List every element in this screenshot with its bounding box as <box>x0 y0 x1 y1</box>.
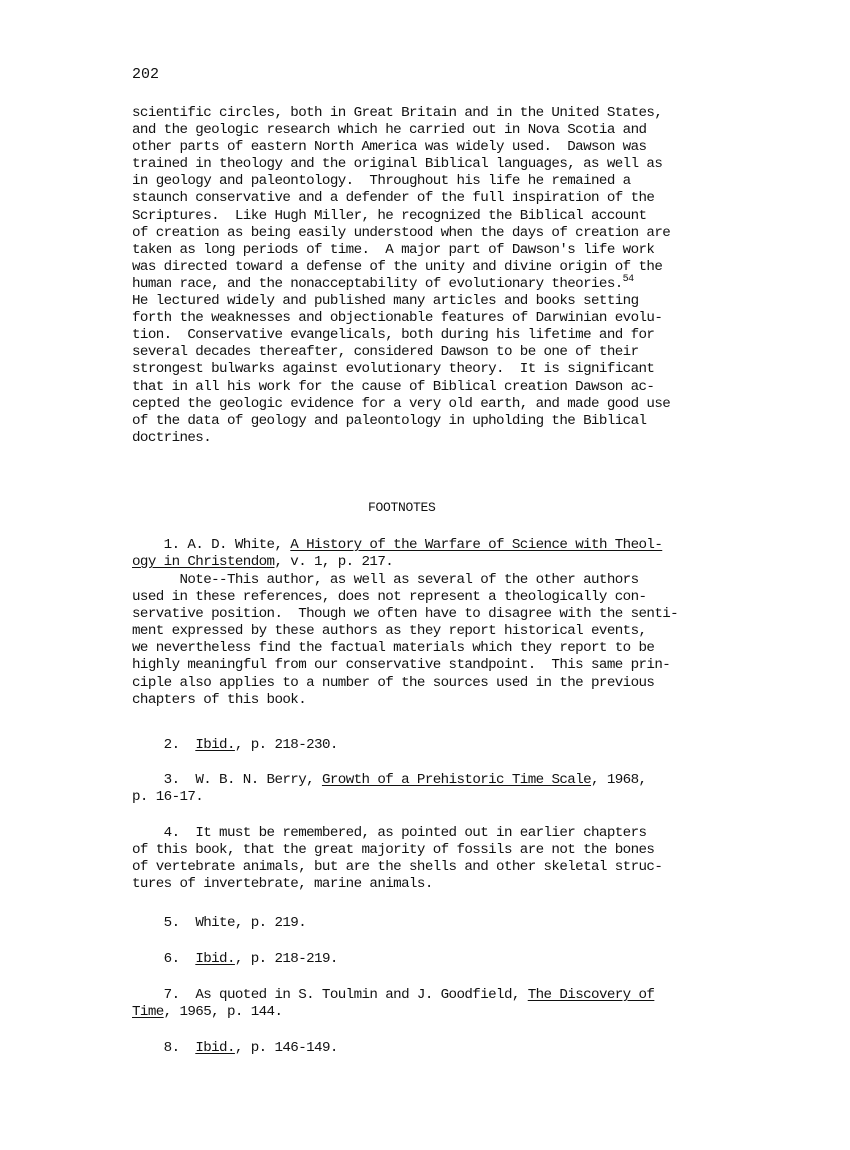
footnote-citation: p. 16-17. <box>132 789 204 806</box>
note-line: ment expressed by these authors as they report historical events, <box>132 623 647 640</box>
page-number: 202 <box>132 66 160 83</box>
body-line: strongest bulwarks against evolutionary theory. It is significant <box>132 361 655 378</box>
footnote-text: White, p. 219. <box>195 915 307 931</box>
body-line: taken as long periods of time. A major part of Dawson's life work <box>132 241 655 258</box>
body-line: human race, and the nonacceptability of evolutionary theories. <box>132 275 623 292</box>
body-line: several decades thereafter, considered Dawson to be one of their <box>132 344 639 361</box>
body-line: cepted the geologic evidence for a very old earth, and made good use <box>132 395 671 412</box>
body-line: He lectured widely and published many articles and books setting <box>132 293 639 310</box>
note-line: we nevertheless find the factual materials which they report to be <box>132 640 655 657</box>
note-line: ciple also applies to a number of the sources used in the previous <box>132 674 655 691</box>
ibid: Ibid. <box>195 1040 235 1056</box>
footnote-citation: , p. 218-219. <box>234 951 338 967</box>
body-line: other parts of eastern North America was widely used. Dawson was <box>132 139 647 156</box>
book-title: Time <box>132 1004 164 1021</box>
footnote-line: of vertebrate animals, but are the shells and other skeletal struc- <box>132 859 663 876</box>
footnote-year: , 1968, <box>591 772 647 788</box>
footnote-4 <box>132 825 712 893</box>
book-title: Growth of a Prehistoric Time Scale <box>321 772 592 788</box>
footnote-line: tures of invertebrate, marine animals. <box>132 876 433 893</box>
footnote-number: 1. <box>163 537 180 553</box>
footnote-number: 2. <box>163 737 180 753</box>
body-line: of the data of geology and paleontology in upholding the Biblical <box>132 412 647 429</box>
note-line: Note--This author, as well as several of the other authors <box>179 572 639 588</box>
book-title: ogy in Christendom <box>132 554 275 571</box>
body-line: Scriptures. Like Hugh Miller, he recognized the Biblical account <box>132 207 647 224</box>
note-line: servative position. Though we often have to disagree with the senti- <box>132 606 679 623</box>
footnote-author: A. D. White, <box>187 537 283 553</box>
footnote-6 <box>132 951 712 968</box>
note-line: chapters of this book. <box>132 691 307 708</box>
body-line: tion. Conservative evangelicals, both during his lifetime and for <box>132 327 655 344</box>
body-paragraph <box>132 105 712 447</box>
footnote-number: 3. <box>163 772 180 788</box>
note-line: highly meaningful from our conservative standpoint. This same prin- <box>132 657 671 674</box>
body-line: scientific circles, both in Great Britain and in the United States, <box>132 105 663 121</box>
footnote-number: 7. <box>163 987 180 1003</box>
footnote-citation: , p. 218-230. <box>234 737 338 753</box>
footnote-note <box>132 572 712 709</box>
footnote-8 <box>132 1040 712 1057</box>
body-line: of creation as being easily understood when the days of creation are <box>132 224 671 241</box>
footnote-1 <box>132 537 712 571</box>
body-line: that in all his work for the cause of Biblical creation Dawson ac- <box>132 378 655 395</box>
footnote-number: 8. <box>163 1040 180 1056</box>
ibid: Ibid. <box>195 951 235 967</box>
body-line: staunch conservative and a defender of the full inspiration of the <box>132 190 655 207</box>
footnote-citation: , v. 1, p. 217. <box>274 554 394 571</box>
footnote-line: It must be remembered, as pointed out in earlier chapters <box>195 825 647 841</box>
footnote-number: 5. <box>163 915 180 931</box>
book-title: The Discovery of <box>527 987 655 1003</box>
footnote-citation: , 1965, p. 144. <box>163 1004 283 1021</box>
footnote-number: 6. <box>163 951 180 967</box>
body-line: in geology and paleontology. Throughout his life he remained a <box>132 173 631 190</box>
footnote-text: As quoted in S. Toulmin and J. Goodfield, <box>195 987 520 1003</box>
footnote-7 <box>132 987 712 1021</box>
footnote-line: of this book, that the great majority of fossils are not the bones <box>132 842 655 859</box>
body-line: trained in theology and the original Biblical languages, as well as <box>132 156 663 173</box>
footnote-reference[interactable]: 54 <box>622 273 634 285</box>
book-title: A History of the Warfare of Science with Theol- <box>290 537 663 553</box>
footnote-citation: , p. 146-149. <box>234 1040 338 1056</box>
body-line: forth the weaknesses and objectionable features of Darwinian evolu- <box>132 310 663 327</box>
footnotes-heading: FOOTNOTES <box>368 500 436 515</box>
footnote-2 <box>132 737 712 754</box>
body-line: and the geologic research which he carried out in Nova Scotia and <box>132 122 647 139</box>
footnote-author: W. B. N. Berry, <box>195 772 315 788</box>
footnote-3 <box>132 772 712 806</box>
ibid: Ibid. <box>195 737 235 753</box>
note-line: used in these references, does not represent a theologically con- <box>132 589 647 606</box>
footnote-number: 4. <box>163 825 180 841</box>
body-line-with-footnote-ref <box>132 273 712 293</box>
body-line: doctrines. <box>132 429 212 446</box>
body-line: was directed toward a defense of the unity and divine origin of the <box>132 258 663 275</box>
footnote-5 <box>132 915 712 932</box>
